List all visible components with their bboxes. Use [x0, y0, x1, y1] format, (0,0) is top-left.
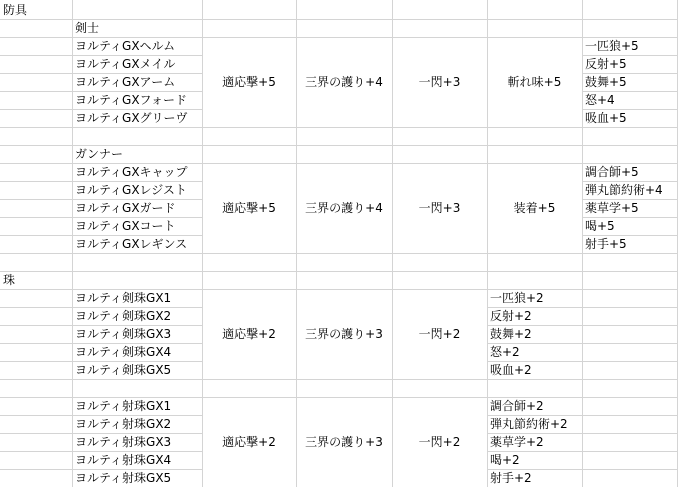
extra-skill-cell[interactable]: 怒+4 [585, 93, 615, 107]
skill-cell[interactable]: 適応撃+5 [222, 75, 276, 89]
extra-skill-cell[interactable]: 薬草学+5 [585, 201, 639, 215]
item-cell[interactable]: ヨルティ射珠GX1 [75, 399, 172, 413]
item-cell[interactable]: ヨルティGXレギンス [75, 237, 188, 251]
skill-cell[interactable]: 三界の護り+3 [305, 327, 383, 341]
section-title-armor[interactable]: 防具 [3, 3, 28, 17]
skill-cell[interactable]: 一閃+2 [418, 327, 461, 341]
skill-cell[interactable]: 斬れ味+5 [507, 75, 562, 89]
extra-skill-cell[interactable]: 鼓舞+5 [585, 75, 627, 89]
item-cell[interactable]: ヨルティGXヘルム [75, 39, 176, 53]
item-cell[interactable]: ヨルティGXフォード [75, 93, 187, 107]
extra-skill-cell[interactable]: 鼓舞+2 [490, 327, 532, 341]
item-cell[interactable]: ヨルティGXガード [75, 201, 176, 215]
skill-cell[interactable]: 一閃+3 [418, 201, 461, 215]
extra-skill-cell[interactable]: 喝+5 [585, 219, 615, 233]
item-cell[interactable]: ヨルティGXアーム [75, 75, 176, 89]
extra-skill-cell[interactable]: 吸血+5 [585, 111, 627, 125]
extra-skill-cell[interactable]: 一匹狼+2 [490, 291, 544, 305]
extra-skill-cell[interactable]: 怒+2 [490, 345, 520, 359]
skill-cell[interactable]: 適応撃+2 [222, 435, 276, 449]
extra-skill-cell[interactable]: 弾丸節約術+4 [585, 183, 663, 197]
item-cell[interactable]: ヨルティGXグリーヴ [75, 111, 188, 125]
skill-cell[interactable]: 一閃+2 [418, 435, 461, 449]
extra-skill-cell[interactable]: 反射+5 [585, 57, 627, 71]
skill-cell[interactable]: 装着+5 [513, 201, 556, 215]
extra-skill-cell[interactable]: 調合師+2 [490, 399, 544, 413]
item-cell[interactable]: ヨルティ射珠GX3 [75, 435, 172, 449]
skill-cell[interactable]: 一閃+3 [418, 75, 461, 89]
item-cell[interactable]: ヨルティ剣珠GX5 [75, 363, 172, 377]
item-cell[interactable]: ヨルティ剣珠GX4 [75, 345, 172, 359]
item-cell[interactable]: ヨルティGXメイル [75, 57, 176, 71]
skill-cell[interactable]: 適応撃+2 [222, 327, 276, 341]
extra-skill-cell[interactable]: 射手+5 [585, 237, 627, 251]
extra-skill-cell[interactable]: 弾丸節約術+2 [490, 417, 568, 431]
item-cell[interactable]: ヨルティ射珠GX5 [75, 471, 172, 485]
extra-skill-cell[interactable]: 一匹狼+5 [585, 39, 639, 53]
extra-skill-cell[interactable]: 反射+2 [490, 309, 532, 323]
group-title-swordsman[interactable]: 剣士 [75, 21, 100, 35]
item-cell[interactable]: ヨルティ射珠GX4 [75, 453, 172, 467]
extra-skill-cell[interactable]: 調合師+5 [585, 165, 639, 179]
item-cell[interactable]: ヨルティ剣珠GX2 [75, 309, 172, 323]
extra-skill-cell[interactable]: 吸血+2 [490, 363, 532, 377]
extra-skill-cell[interactable]: 喝+2 [490, 453, 520, 467]
extra-skill-cell[interactable]: 射手+2 [490, 471, 532, 485]
skill-cell[interactable]: 三界の護り+4 [305, 75, 383, 89]
item-cell[interactable]: ヨルティGXレジスト [75, 183, 187, 197]
item-cell[interactable]: ヨルティ射珠GX2 [75, 417, 172, 431]
item-cell[interactable]: ヨルティGXコート [75, 219, 176, 233]
item-cell[interactable]: ヨルティ剣珠GX1 [75, 291, 172, 305]
skill-cell[interactable]: 三界の護り+4 [305, 201, 383, 215]
group-title-gunner[interactable]: ガンナー [75, 147, 124, 161]
extra-skill-cell[interactable]: 薬草学+2 [490, 435, 544, 449]
section-title-jewels[interactable]: 珠 [3, 273, 16, 287]
skill-cell[interactable]: 適応撃+5 [222, 201, 276, 215]
skill-cell[interactable]: 三界の護り+3 [305, 435, 383, 449]
item-cell[interactable]: ヨルティGXキャップ [75, 165, 188, 179]
item-cell[interactable]: ヨルティ剣珠GX3 [75, 327, 172, 341]
